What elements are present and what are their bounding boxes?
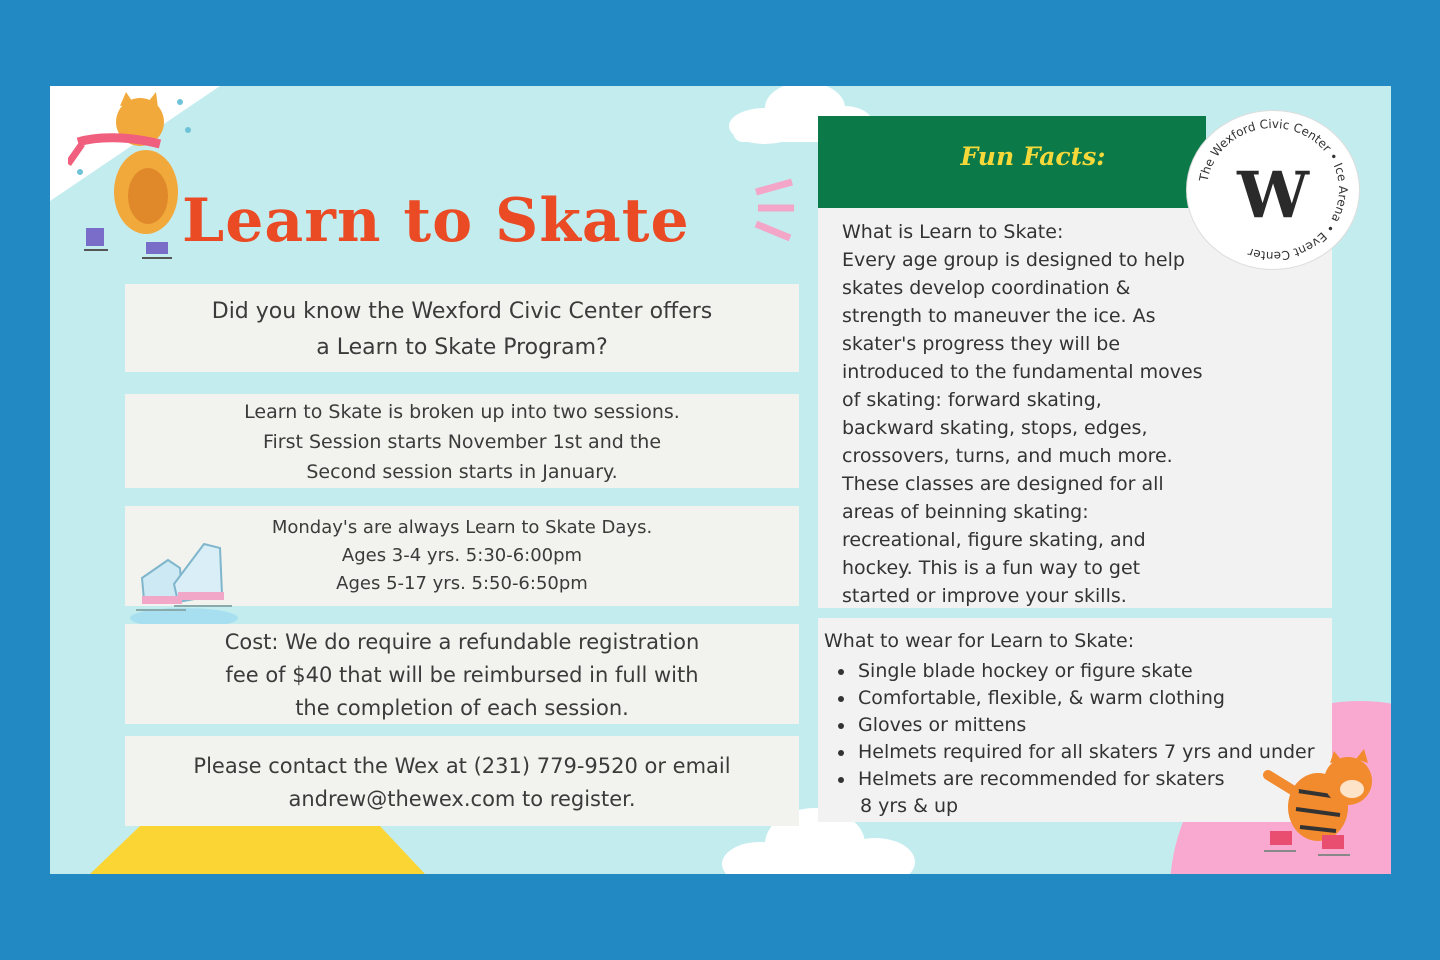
list-item-continuation — [826, 793, 1315, 820]
page-title: Learn to Skate — [182, 186, 690, 256]
sessions-line: First Session starts November 1st and the — [262, 431, 662, 453]
fun-facts-header — [818, 116, 1206, 208]
fact-line: backward skating, stops, edges, — [842, 417, 1148, 439]
logo-letter: W — [1237, 158, 1309, 233]
list-item-label: Comfortable, flexible, & warm clothing — [858, 687, 1225, 709]
list-item-label: Helmets are recommended for skaters — [858, 768, 1225, 790]
fact-line: hockey. This is a fun way to get — [842, 557, 1141, 579]
cost-line: fee of $40 that will be reimbursed in full with — [225, 663, 699, 687]
bullet-icon — [838, 723, 844, 729]
fact-line: introduced to the fundamental moves — [842, 361, 1203, 383]
list-item — [826, 685, 1315, 712]
contact-line: andrew@thewex.com to register. — [288, 787, 636, 811]
intro-line: Did you know the Wexford Civic Center offers — [211, 299, 713, 324]
fact-line: What is Learn to Skate: — [842, 221, 1064, 243]
list-item-label: Gloves or mittens — [858, 714, 1027, 736]
wexford-logo — [1186, 110, 1360, 270]
fun-facts-title: Fun Facts: — [960, 142, 1106, 171]
fact-line: areas of beinning skating: — [842, 501, 1089, 523]
ice-skates-icon — [128, 538, 243, 630]
bullet-icon — [838, 669, 844, 675]
list-item — [826, 739, 1315, 766]
cost-line: the completion of each session. — [295, 696, 629, 720]
fact-line: recreational, figure skating, and — [842, 529, 1146, 551]
fact-line: started or improve your skills. — [842, 585, 1127, 607]
fact-line: skates develop coordination & — [842, 277, 1131, 299]
yellow-shape — [90, 826, 440, 874]
bullet-icon — [838, 696, 844, 702]
fact-line: of skating: forward skating, — [842, 389, 1102, 411]
fun-facts-text — [842, 218, 1282, 610]
skating-tiger-icon — [1248, 731, 1388, 871]
bullet-icon — [838, 777, 844, 783]
list-item — [826, 712, 1315, 739]
intro-line: a Learn to Skate Program? — [316, 335, 608, 360]
sessions-box — [125, 394, 799, 488]
fact-line: These classes are designed for all — [842, 473, 1164, 495]
intro-box — [125, 284, 799, 372]
sparkle-dashes-icon — [750, 178, 802, 258]
cost-box — [125, 624, 799, 724]
schedule-line: Ages 3-4 yrs. 5:30-6:00pm — [341, 545, 583, 566]
contact-box — [125, 736, 799, 826]
logo-ring-text: The Wexford Civic Center • Ice Arena • Event Center — [1196, 116, 1351, 264]
list-item-label: Helmets required for all skaters 7 yrs and under — [858, 741, 1315, 763]
list-item-label: Single blade hockey or figure skate — [858, 660, 1193, 682]
what-to-wear-list — [826, 658, 1315, 820]
list-item — [826, 658, 1315, 685]
wexford-logo-mark — [1187, 111, 1359, 269]
schedule-line: Ages 5-17 yrs. 5:50-6:50pm — [336, 573, 588, 594]
fact-line: strength to maneuver the ice. As — [842, 305, 1156, 327]
fact-line: skater's progress they will be — [842, 333, 1121, 355]
fact-line: Every age group is designed to help — [842, 249, 1185, 271]
sessions-line: Second session starts in January. — [306, 461, 618, 483]
cost-line: Cost: We do require a refundable registration — [224, 630, 700, 654]
schedule-line: Monday's are always Learn to Skate Days. — [271, 517, 653, 538]
sessions-line: Learn to Skate is broken up into two sessions. — [244, 401, 680, 423]
list-item — [826, 766, 1315, 793]
what-to-wear-title: What to wear for Learn to Skate: — [824, 630, 1135, 652]
poster — [50, 86, 1391, 874]
list-item-label: 8 yrs & up — [860, 795, 959, 817]
bullet-icon — [838, 750, 844, 756]
contact-line: Please contact the Wex at (231) 779-9520 or email — [193, 754, 731, 778]
fact-line: crossovers, turns, and much more. — [842, 445, 1173, 467]
